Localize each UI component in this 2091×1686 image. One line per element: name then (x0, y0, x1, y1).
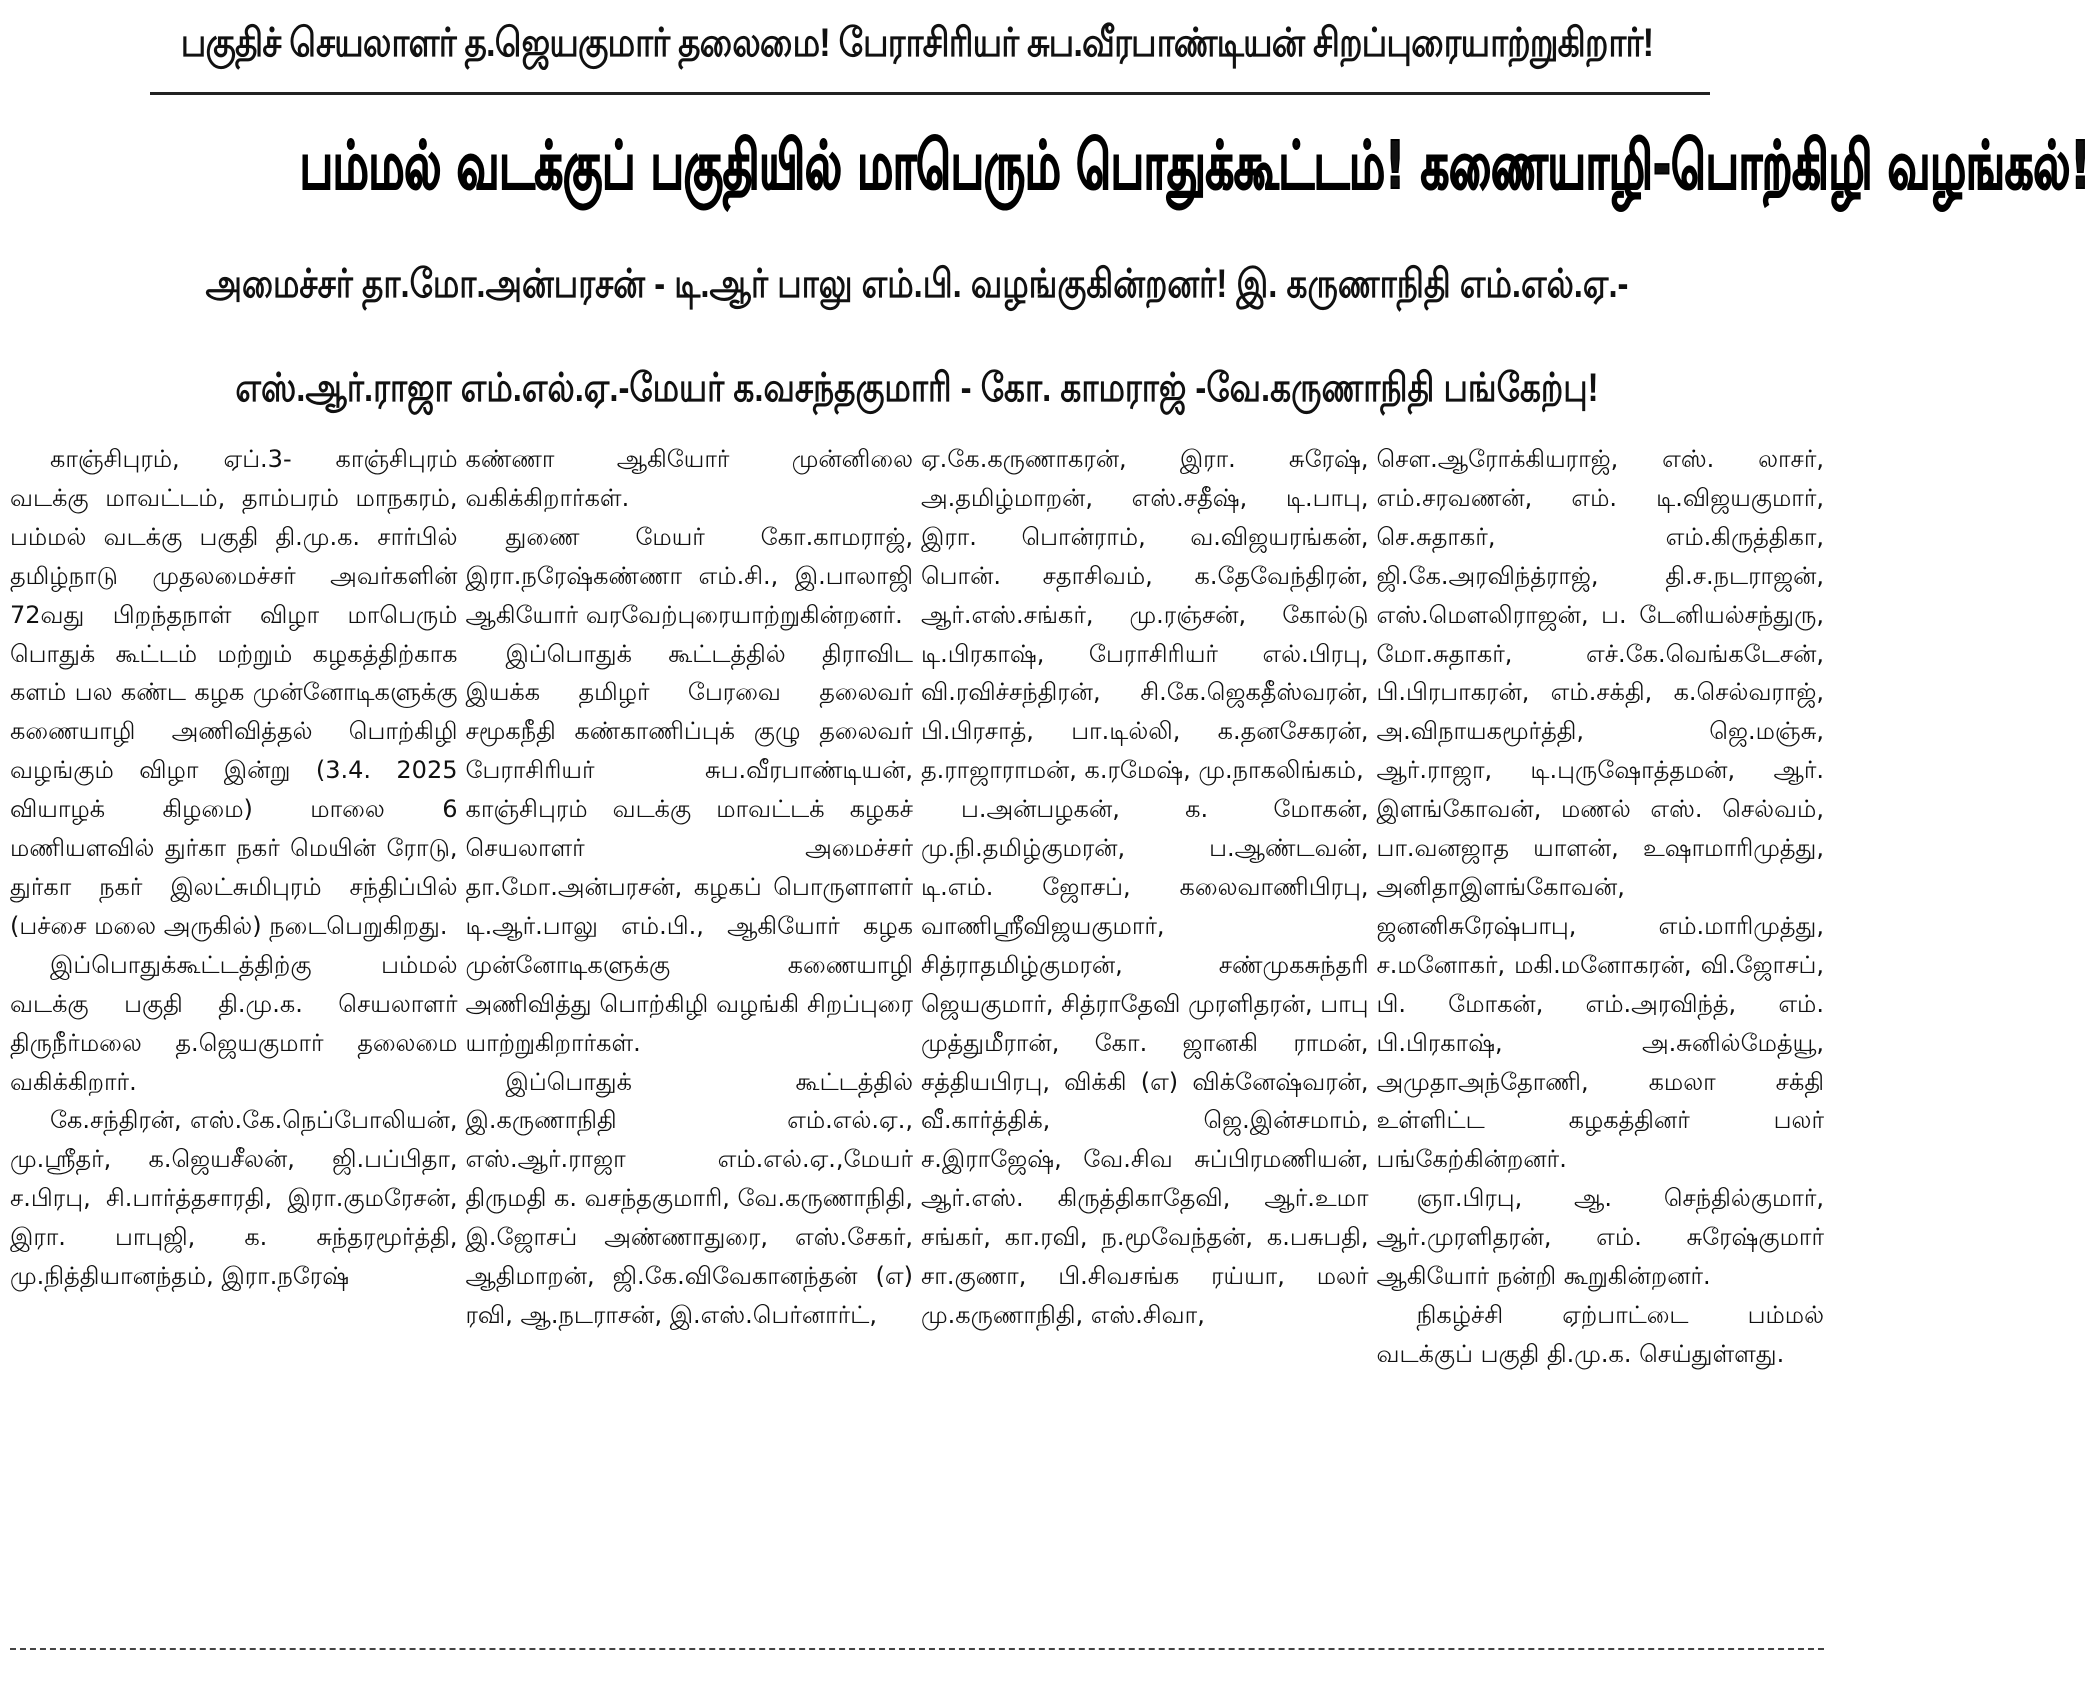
paragraph: துணை மேயர் கோ.காமராஜ், இரா.நரேஷ்கண்ணா எம்.சி., இ.பாலாஜி ஆகியோர் வரவேற்புரையாற்றுகின்றனர். (465, 522, 913, 629)
paragraph: கே.சந்திரன், எஸ்.கே.நெப்போலியன், மு.ஸ்ரீதர், க.ஜெயசீலன், ஜி.பப்பிதா, ச.பிரபு, சி.பார்த்தசாரதி, இரா.குமரேசன், இரா. பாபுஜி, க. சுந்தரமூர்த்தி, மு.நித்தியானந்தம், இரா.நரேஷ் (10, 1106, 458, 1291)
subheadline-2: எஸ்.ஆர்.ராஜா எம்.எல்.ஏ.-மேயர் க.வசந்தகுமாரி - கோ. காமராஜ் -வே.கருணாநிதி பங்கேற்பு! (235, 366, 1599, 410)
kicker-rule (150, 92, 1710, 95)
paragraph: கண்ணா ஆகியோர் முன்னிலை வகிக்கிறார்கள். (465, 445, 913, 512)
column-1 (10, 440, 458, 1636)
paragraph: ஏ.கே.கருணாகரன், இரா. சுரேஷ், அ.தமிழ்மாறன், எஸ்.சதீஷ், டி.பாபு, இரா. பொன்ராம், வ.விஜயரங்கன், பொன். சதாசிவம், க.தேவேந்திரன், ஆர்.எஸ்.சங்கர், மு.ரஞ்சன், கோல்டு டி.பிரகாஷ், பேராசிரியர் எல்.பிரபு, வி.ரவிச்சந்திரன், சி.கே.ஜெகதீஸ்வரன், பி.பிரசாத், பா.டில்லி, க.தனசேகரன், த.ராஜாராமன், க.ரமேஷ், மு.நாகலிங்கம், (921, 445, 1369, 785)
kicker-line: பகுதிச் செயலாளர் த.ஜெயகுமார் தலைமை! பேராசிரியர் சுப.வீரபாண்டியன் சிறப்புரையாற்றுகிறார்! (180, 21, 1654, 65)
paragraph: இப்பொதுக் கூட்டத்தில் இ.கருணாநிதி எம்.எல்.ஏ., எஸ்.ஆர்.ராஜா எம்.எல்.ஏ.,மேயர் திருமதி க. வசந்தகுமாரி, வே.கருணாநிதி, இ.ஜோசப் அண்ணாதுரை, எஸ்.சேகர், ஆதிமாறன், ஜி.கே.விவேகானந்தன் (எ) ரவி, ஆ.நடராசன், இ.எஸ்.பெர்னார்ட், (465, 1067, 913, 1329)
bottom-rule (10, 1648, 1824, 1650)
paragraph: நிகழ்ச்சி ஏற்பாட்டை பம்மல் வடக்குப் பகுதி தி.மு.க. செய்துள்ளது. (1376, 1300, 1824, 1368)
article-body (10, 440, 1824, 1636)
paragraph: ஞா.பிரபு, ஆ. செந்தில்குமார், ஆர்.முரளிதரன், எம். சுரேஷ்குமார் ஆகியோர் நன்றி கூறுகின்றனர். (1376, 1184, 1824, 1291)
paragraph: காஞ்சிபுரம், ஏப்.3- காஞ்சிபுரம் வடக்கு மாவட்டம், தாம்பரம் மாநகரம், பம்மல் வடக்கு பகுதி தி.மு.க. சார்பில் தமிழ்நாடு முதலமைச்சர் அவர்களின் 72வது பிறந்தநாள் விழா மாபெரும் பொதுக் கூட்டம் மற்றும் கழகத்திற்காக களம் பல கண்ட கழக முன்னோடிகளுக்கு கணையாழி அணிவித்தல் பொற்கிழி வழங்கும் விழா இன்று (3.4. 2025 வியாழக் கிழமை) மாலை 6 மணியளவில் துர்கா நகர் மெயின் ரோடு, துர்கா நகர் இலட்சுமிபுரம் சந்திப்பில் (பச்சை மலை அருகில்) நடைபெறுகிறது. (10, 445, 458, 940)
paragraph: சௌ.ஆரோக்கியராஜ், எஸ். லாசர், எம்.சரவணன், எம். டி.விஜயகுமார், செ.சுதாகர், எம்.கிருத்திகா, ஜி.கே.அரவிந்த்ராஜ், தி.ச.நடராஜன், எஸ்.மௌலிராஜன், ப. டேனியல்சந்துரு, மோ.சுதாகர், எச்.கே.வெங்கடேசன், பி.பிரபாகரன், எம்.சக்தி, க.செல்வராஜ், அ.விநாயகமூர்த்தி, ஜெ.மஞ்சு, ஆர்.ராஜா, டி.புருஷோத்தமன், ஆர். இளங்கோவன், மணல் எஸ். செல்வம், பா.வனஜாத யாளன், உஷாமாரிமுத்து, அனிதாஇளங்கோவன், ஜனனிசுரேஷ்பாபு, எம்.மாரிமுத்து, ச.மனோகர், மகி.மனோகரன், வி.ஜோசப், பி. மோகன், எம்.அரவிந்த், எம். பி.பிரகாஷ், அ.சுனில்மேத்யூ, அமுதாஅந்தோணி, கமலா சக்தி உள்ளிட்ட கழகத்தினர் பலர் பங்கேற்கின்றனர். (1376, 445, 1824, 1174)
column-2 (466, 440, 914, 1636)
paragraph: ப.அன்பழகன், க. மோகன், மு.நி.தமிழ்குமரன், ப.ஆண்டவன், டி.எம். ஜோசப், கலைவாணிபிரபு, வாணிஸ்ரீவிஜயகுமார், சித்ராதமிழ்குமரன், சண்முகசுந்தரி ஜெயகுமார், சித்ராதேவி முரளிதரன், பாபு முத்துமீரான், கோ. ஜானகி ராமன், சத்தியபிரபு, விக்கி (எ) விக்னேஷ்வரன், வீ.கார்த்திக், ஜெ.இன்சமாம், ச.இராஜேஷ், வே.சிவ சுப்பிரமணியன், ஆர்.எஸ். கிருத்திகாதேவி, ஆர்.உமா சங்கர், கா.ரவி, ந.மூவேந்தன், க.பசுபதி, சா.குணா, பி.சிவசங்க ரய்யா, மலர் மு.கருணாநிதி, எஸ்.சிவா, (921, 795, 1369, 1329)
paragraph: இப்பொதுக்கூட்டத்திற்கு பம்மல் வடக்கு பகுதி தி.மு.க. செயலாளர் திருநீர்மலை த.ஜெயகுமார் தலைமை வகிக்கிறார். (10, 950, 458, 1096)
column-3 (921, 440, 1369, 1636)
subheadline-1: அமைச்சர் தா.மோ.அன்பரசன் - டி.ஆர் பாலு எம்.பி. வழங்குகின்றனர்! இ. கருணாநிதி எம்.எல்.ஏ.- (205, 262, 1629, 306)
paragraph: இப்பொதுக் கூட்டத்தில் திராவிட இயக்க தமிழர் பேரவை தலைவர் சமூகநீதி கண்காணிப்புக் குழு தலைவர் பேராசிரியர் சுப.வீரபாண்டியன், காஞ்சிபுரம் வடக்கு மாவட்டக் கழகச் செயலாளர் அமைச்சர் தா.மோ.அன்பரசன், கழகப் பொருளாளர் டி.ஆர்.பாலு எம்.பி., ஆகியோர் கழக முன்னோடிகளுக்கு கணையாழி அணிவித்து பொற்கிழி வழங்கி சிறப்புரை யாற்றுகிறார்கள். (465, 639, 913, 1057)
column-4 (1377, 440, 1825, 1636)
headline: பம்மல் வடக்குப் பகுதியில் மாபெரும் பொதுக்கூட்டம்! கணையாழி-பொற்கிழி வழங்கல்! (299, 127, 2091, 204)
